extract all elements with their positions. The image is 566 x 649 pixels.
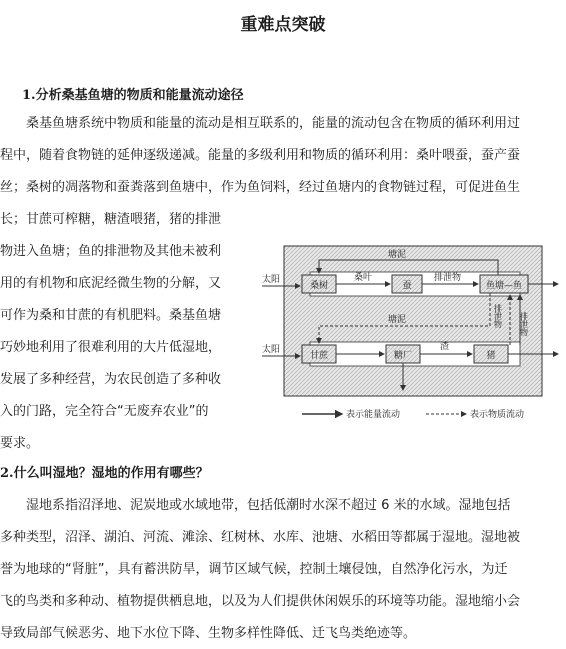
label-pond-mud-top: 塘泥 <box>388 250 407 260</box>
section1-line: 可作为桑和甘蔗的有机肥料。桑基鱼塘 <box>0 308 222 323</box>
section2-line: 誉为地球的“肾脏”，具有蓄洪防旱，调节区域气候，控制土壤侵蚀，自然净化污水，为迁 <box>0 562 508 577</box>
section1-line: 长；甘蔗可榨糖，糖渣喂猪，猪的排泄 <box>0 212 222 227</box>
label-mulberry: 桑树 <box>309 281 329 291</box>
label-excreta-right: 排泄物 <box>519 312 529 336</box>
label-mulberry-leaf: 桑叶 <box>354 273 373 283</box>
label-pig: 猪 <box>486 351 496 361</box>
mulberry-fish-pond-diagram <box>258 230 564 430</box>
section2-line: 导致局部气候恶劣、地下水位下降、生物多样性降低、迁飞鸟类绝迹等。 <box>0 626 417 641</box>
label-residue: 渣 <box>440 342 450 352</box>
section1-line: 程中，随着食物链的延伸逐级递减。能量的多级利用和物质的循环利用：桑叶喂蚕，蚕产蚕 <box>0 148 521 163</box>
section1-line: 用的有机物和底泥经微生物的分解，又 <box>0 276 222 291</box>
legend-matter-label: 表示物质流动 <box>470 410 525 420</box>
section1-line: 桑基鱼塘系统中物质和能量的流动是相互联系的，能量的流动包含在物质的循环利用过 <box>0 116 521 131</box>
label-sugarcane: 甘蔗 <box>309 351 329 361</box>
section1-line: 巧妙地利用了很难利用的大片低湿地， <box>0 340 222 355</box>
label-sun-top: 太阳 <box>262 275 281 285</box>
label-pond-mud-mid: 塘泥 <box>388 315 407 325</box>
diagram-frame <box>284 246 542 396</box>
section1-line: 发展了多种经营，为农民创造了多种收 <box>0 372 222 387</box>
label-sugar-factory: 糖厂 <box>393 351 413 361</box>
label-excreta-mid: 排泄物 <box>493 304 503 328</box>
section2-line: 多种类型，沼泽、湖泊、河流、滩涂、红树林、水库、池塘、水稻田等都属于湿地。湿地被 <box>0 530 521 545</box>
label-silkworm: 蚕 <box>402 281 412 291</box>
label-excreta-top: 排泄物 <box>434 273 462 283</box>
section1-line: 要求。 <box>0 436 40 451</box>
section2-line: 飞的鸟类和多种动、植物提供栖息地，以及为人们提供休闲娱乐的环境等功能。湿地缩小会 <box>0 594 521 609</box>
legend-energy-label: 表示能量流动 <box>346 410 401 420</box>
label-fish: 鱼塘—鱼 <box>485 281 523 291</box>
section1-heading: 1.分析桑基鱼塘的物质和能量流动途径 <box>22 88 244 103</box>
section2-line: 湿地系指沼泽地、泥炭地或水域地带，包括低潮时水深不超过 6 米的水域。湿地包括 <box>0 498 511 513</box>
section2-heading: 2.什么叫湿地？湿地的作用有哪些？ <box>0 466 209 481</box>
label-sun-bottom: 太阳 <box>262 345 281 355</box>
page-title: 重难点突破 <box>240 15 326 35</box>
section1-line: 入的门路，完全符合“无废弃农业”的 <box>0 404 209 419</box>
section1-line: 丝；桑树的凋落物和蚕粪落到鱼塘中，作为鱼饲料，经过鱼塘内的食物链过程，可促进鱼生 <box>0 180 521 195</box>
section1-line: 物进入鱼塘；鱼的排泄物及其他未被利 <box>0 244 222 259</box>
